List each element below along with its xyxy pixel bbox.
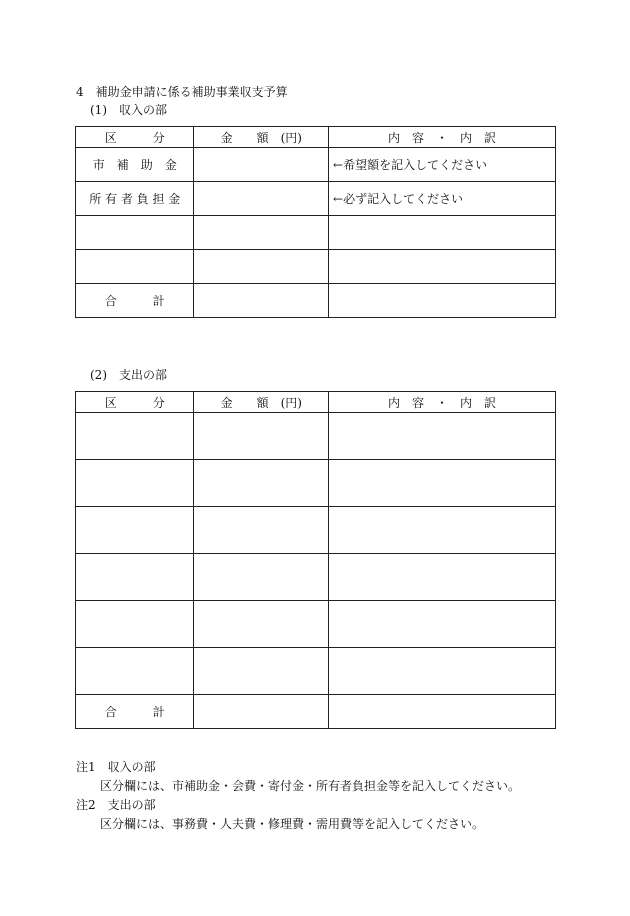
table-row bbox=[76, 216, 556, 250]
table-row bbox=[76, 250, 556, 284]
expense-header-row bbox=[76, 392, 556, 413]
income-heading: (1) 収入の部 bbox=[90, 103, 167, 117]
total-label: 合 計 bbox=[76, 695, 194, 729]
income-table bbox=[75, 126, 556, 318]
amount-cell[interactable] bbox=[194, 601, 329, 648]
category-cell[interactable]: 所 有 者 負 担 金 bbox=[76, 182, 194, 216]
column-header-amount: 金 額 (円) bbox=[194, 392, 329, 413]
category-cell[interactable] bbox=[76, 250, 194, 284]
category-cell[interactable] bbox=[76, 460, 194, 507]
table-row bbox=[76, 507, 556, 554]
detail-cell[interactable] bbox=[329, 216, 556, 250]
amount-cell[interactable] bbox=[194, 250, 329, 284]
detail-cell[interactable] bbox=[329, 601, 556, 648]
category-cell[interactable] bbox=[76, 413, 194, 460]
amount-cell[interactable] bbox=[194, 648, 329, 695]
note-2-label: 注2 支出の部 bbox=[76, 798, 156, 812]
detail-cell[interactable] bbox=[329, 460, 556, 507]
table-row bbox=[76, 601, 556, 648]
category-cell[interactable] bbox=[76, 601, 194, 648]
table-row bbox=[76, 460, 556, 507]
amount-cell[interactable] bbox=[194, 216, 329, 250]
amount-cell[interactable] bbox=[194, 148, 329, 182]
amount-cell[interactable] bbox=[194, 413, 329, 460]
table-row bbox=[76, 554, 556, 601]
category-cell[interactable] bbox=[76, 648, 194, 695]
expense-heading: (2) 支出の部 bbox=[90, 368, 167, 382]
detail-cell[interactable] bbox=[329, 250, 556, 284]
amount-cell[interactable] bbox=[194, 182, 329, 216]
table-row bbox=[76, 413, 556, 460]
category-cell[interactable]: 市 補 助 金 bbox=[76, 148, 194, 182]
category-cell[interactable] bbox=[76, 507, 194, 554]
amount-cell[interactable] bbox=[194, 460, 329, 507]
notes-section bbox=[76, 758, 520, 834]
income-header-row bbox=[76, 127, 556, 148]
total-label: 合 計 bbox=[76, 284, 194, 318]
section-title: 4 補助金申請に係る補助事業収支予算 bbox=[76, 85, 288, 99]
category-cell[interactable] bbox=[76, 216, 194, 250]
table-row bbox=[76, 148, 556, 182]
table-row bbox=[76, 182, 556, 216]
column-header-detail: 内 容 ・ 内 訳 bbox=[329, 392, 556, 413]
column-header-category: 区 分 bbox=[76, 127, 194, 148]
detail-cell[interactable]: ←必ず記入してください bbox=[329, 182, 556, 216]
total-detail-cell[interactable] bbox=[329, 284, 556, 318]
expense-table bbox=[75, 391, 556, 729]
detail-cell[interactable] bbox=[329, 413, 556, 460]
expense-total-row bbox=[76, 695, 556, 729]
total-amount-cell[interactable] bbox=[194, 284, 329, 318]
total-detail-cell[interactable] bbox=[329, 695, 556, 729]
detail-cell[interactable] bbox=[329, 648, 556, 695]
amount-cell[interactable] bbox=[194, 554, 329, 601]
detail-cell[interactable] bbox=[329, 507, 556, 554]
category-cell[interactable] bbox=[76, 554, 194, 601]
note-1-text: 区分欄には、市補助金・会費・寄付金・所有者負担金等を記入してください。 bbox=[100, 779, 521, 793]
total-amount-cell[interactable] bbox=[194, 695, 329, 729]
column-header-detail: 内 容 ・ 内 訳 bbox=[329, 127, 556, 148]
detail-cell[interactable] bbox=[329, 554, 556, 601]
table-row bbox=[76, 648, 556, 695]
column-header-amount: 金 額 (円) bbox=[194, 127, 329, 148]
amount-cell[interactable] bbox=[194, 507, 329, 554]
note-2-text: 区分欄には、事務費・人夫費・修理費・需用費等を記入してください。 bbox=[100, 817, 485, 831]
income-total-row bbox=[76, 284, 556, 318]
note-1-label: 注1 収入の部 bbox=[76, 760, 156, 774]
detail-cell[interactable]: ←希望額を記入してください bbox=[329, 148, 556, 182]
column-header-category: 区 分 bbox=[76, 392, 194, 413]
